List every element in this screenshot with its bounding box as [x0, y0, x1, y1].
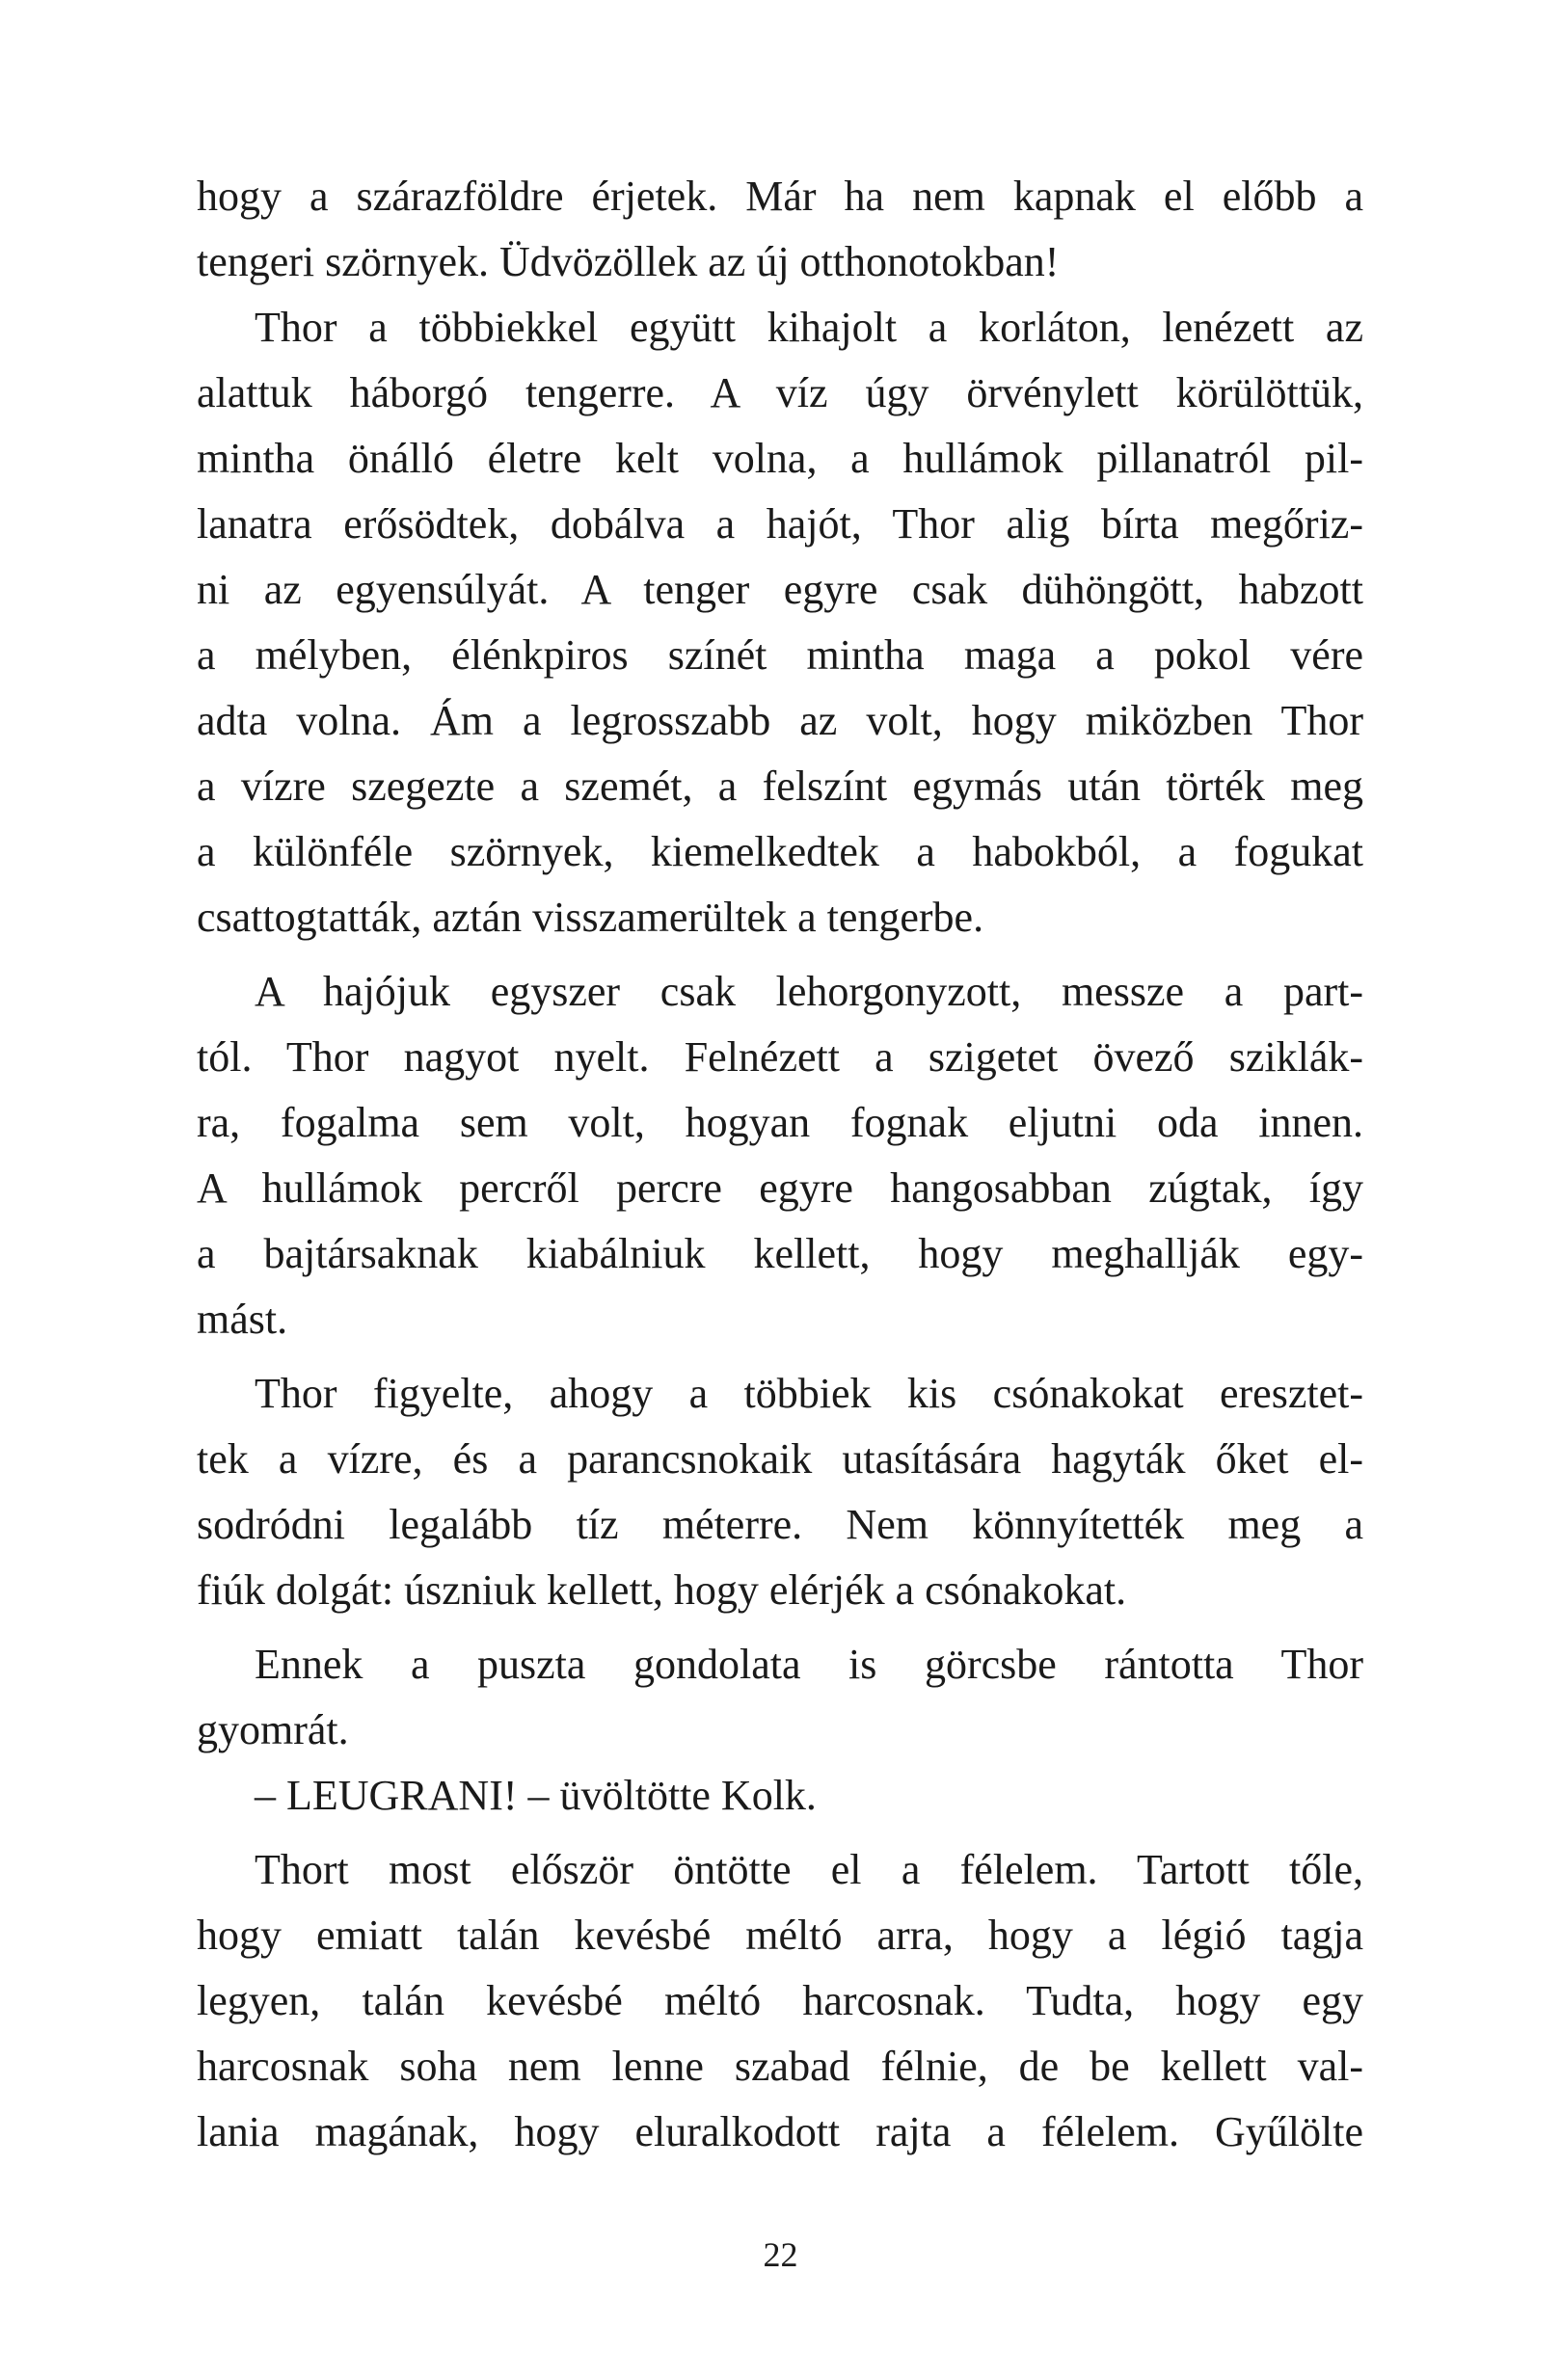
- text-line: ni az egyensúlyát. A tenger egyre csak dühöngött, habzott: [197, 566, 1363, 613]
- text-line: Thor a többiekkel együtt kihajolt a korláton, lenézett az: [255, 304, 1363, 351]
- page-number: 22: [763, 2235, 798, 2274]
- text-line: Thort most először öntötte el a félelem. Tartott tőle,: [255, 1846, 1363, 1893]
- text-line: mintha önálló életre kelt volna, a hullámok pillanatról pil-: [197, 435, 1363, 482]
- text-line: tengeri szörnyek. Üdvözöllek az új otthonotokban!: [197, 238, 1060, 285]
- text-line: hogy emiatt talán kevésbé méltó arra, hogy a légió tagja: [197, 1912, 1363, 1959]
- text-line: Ennek a puszta gondolata is görcsbe rántotta Thor: [255, 1641, 1363, 1688]
- body-text: [197, 164, 1363, 2165]
- text-line: tól. Thor nagyot nyelt. Felnézett a szigetet övező sziklák-: [197, 1033, 1363, 1081]
- text-line: sodródni legalább tíz méterre. Nem könnyítették meg a: [197, 1501, 1363, 1548]
- text-line: csattogtatták, aztán visszamerültek a tengerbe.: [197, 894, 984, 941]
- paragraph: [197, 1763, 1363, 1829]
- text-line: ra, fogalma sem volt, hogyan fognak eljutni oda innen.: [197, 1099, 1363, 1146]
- text-line: legyen, talán kevésbé méltó harcosnak. Tudta, hogy egy: [197, 1977, 1363, 2024]
- paragraph: [197, 1361, 1363, 1623]
- text-line: mást.: [197, 1296, 288, 1343]
- text-line: harcosnak soha nem lenne szabad félnie, de be kellett val-: [197, 2043, 1363, 2090]
- text-line: lania magának, hogy eluralkodott rajta a félelem. Gyűlölte: [197, 2108, 1363, 2155]
- paragraph: [197, 164, 1363, 295]
- text-line: Thor figyelte, ahogy a többiek kis csónakokat eresztet-: [255, 1370, 1363, 1417]
- text-line: gyomrát.: [197, 1706, 349, 1753]
- text-line: fiúk dolgát: úszniuk kellett, hogy elérjék a csónakokat.: [197, 1566, 1127, 1614]
- text-line: a vízre szegezte a szemét, a felszínt egymás után törték meg: [197, 762, 1363, 810]
- text-line: adta volna. Ám a legrosszabb az volt, hogy miközben Thor: [197, 697, 1363, 744]
- paragraph: [197, 1837, 1363, 2165]
- text-line: a bajtársaknak kiabálniuk kellett, hogy meghallják egy-: [197, 1230, 1363, 1277]
- paragraph: [197, 959, 1363, 1352]
- text-line: a mélyben, élénkpiros színét mintha maga a pokol vére: [197, 631, 1363, 679]
- text-line: a különféle szörnyek, kiemelkedtek a habokból, a fogukat: [197, 828, 1363, 875]
- text-line: alattuk háborgó tengerre. A víz úgy örvénylett körülöttük,: [197, 369, 1363, 416]
- paragraph: [197, 295, 1363, 950]
- text-line: lanatra erősödtek, dobálva a hajót, Thor alig bírta megőriz-: [197, 500, 1363, 548]
- text-line: hogy a szárazföldre érjetek. Már ha nem kapnak el előbb a: [197, 173, 1363, 220]
- text-line: tek a vízre, és a parancsnokaik utasítására hagyták őket el-: [197, 1435, 1363, 1483]
- paragraph: [197, 1632, 1363, 1763]
- text-line: A hullámok percről percre egyre hangosabban zúgtak, így: [197, 1164, 1363, 1212]
- text-line: A hajójuk egyszer csak lehorgonyzott, messze a part-: [255, 968, 1363, 1015]
- text-line: – LEUGRANI! – üvöltötte Kolk.: [255, 1772, 817, 1819]
